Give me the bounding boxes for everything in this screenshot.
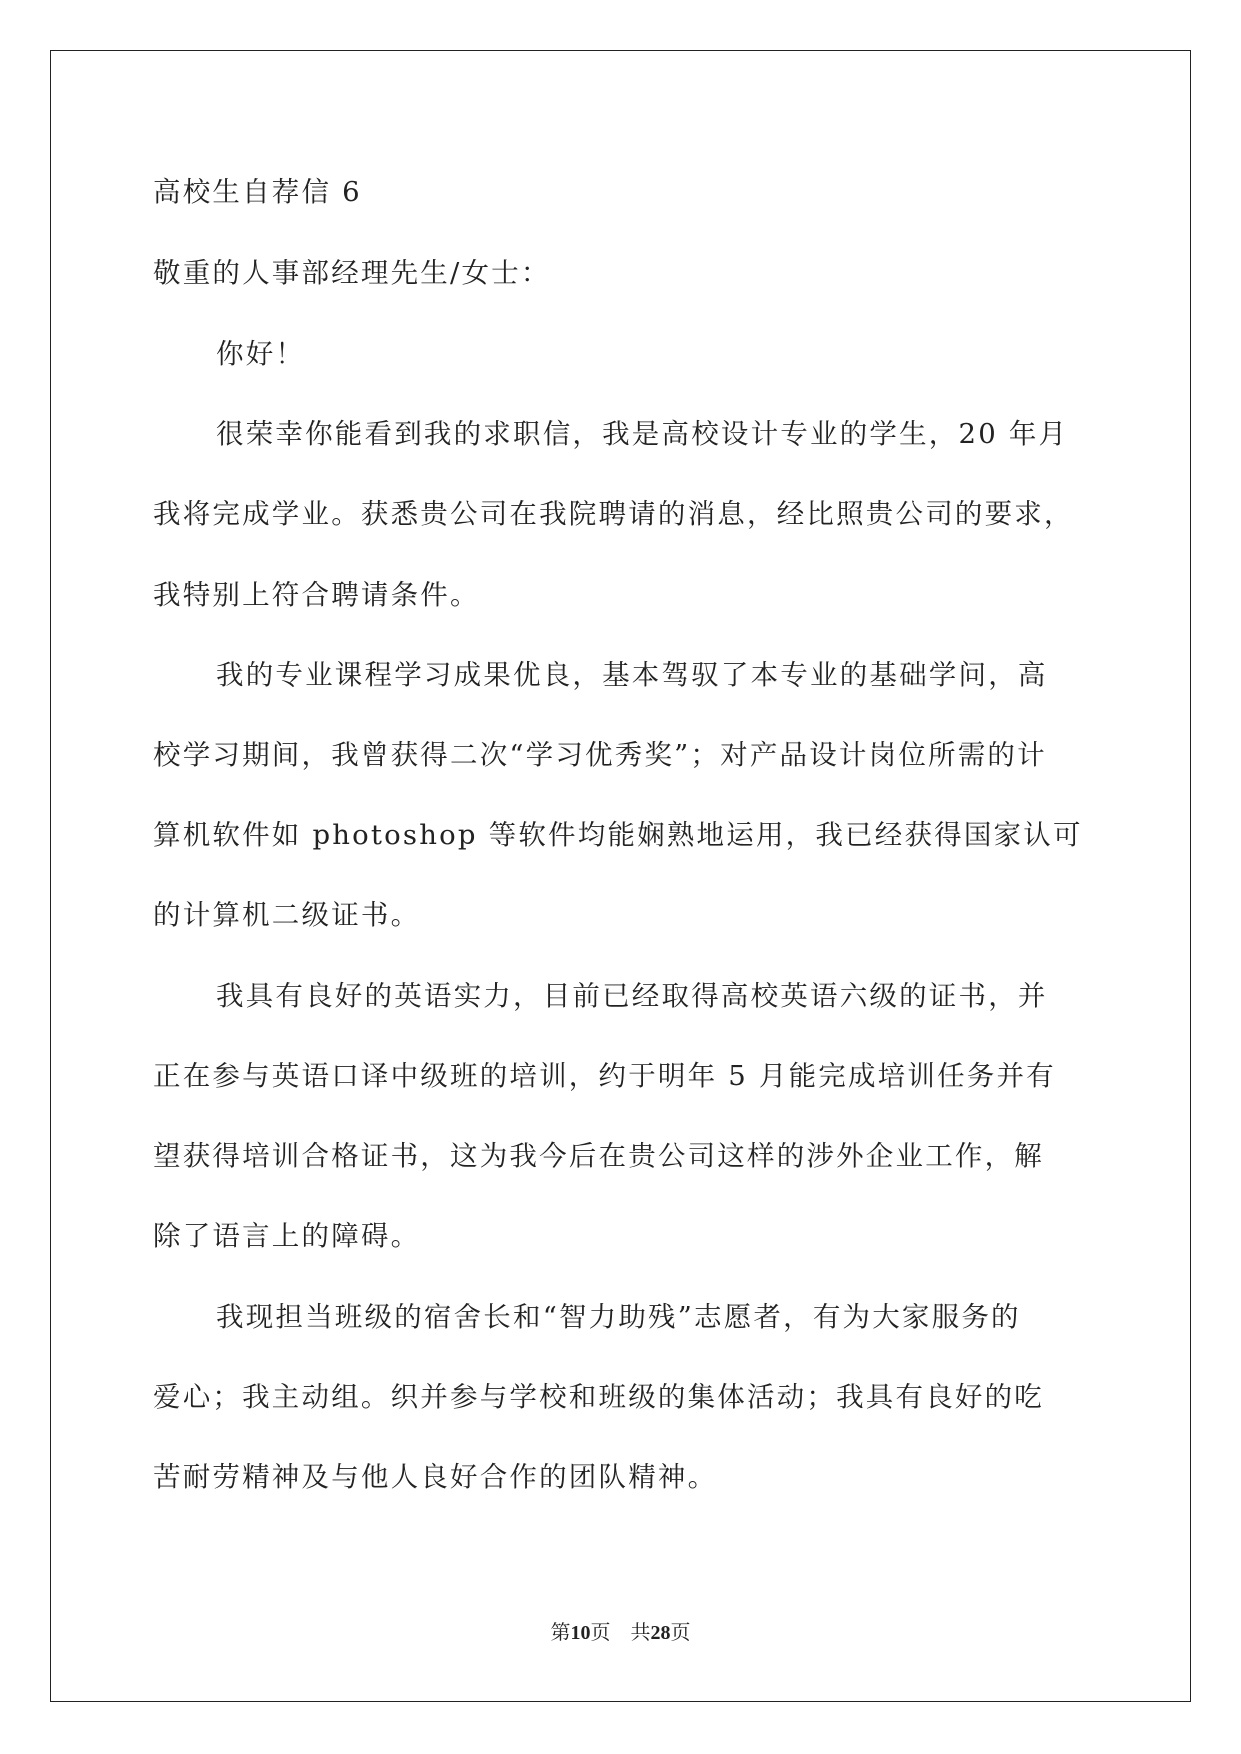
paragraph-line: 爱心；我主动组。织并参与学校和班级的集体活动；我具有良好的吃 [153,1381,1044,1413]
footer-prefix: 第 [550,1622,571,1644]
paragraph-line: 算机软件如 photoshop 等软件均能娴熟地运用，我已经获得国家认可 [153,819,1083,851]
salutation: 敬重的人事部经理先生/女士： [153,257,551,289]
page-number-footer [0,1620,1241,1646]
paragraph-line: 除了语言上的障碍。 [153,1220,421,1252]
paragraph-line: 我现担当班级的宿舍长和“智力助残”志愿者，有为大家服务的 [216,1301,1021,1333]
document-title: 高校生自荐信 6 [153,176,362,208]
paragraph-line: 我将完成学业。获悉贵公司在我院聘请的消息，经比照贵公司的要求， [153,498,1074,530]
current-page-number: 10 [570,1622,591,1644]
paragraph-line: 校学习期间，我曾获得二次“学习优秀奖”；对产品设计岗位所需的计 [153,739,1047,771]
paragraph-line: 我特别上符合聘请条件。 [153,579,480,611]
greeting-line: 你好！ [216,338,306,370]
paragraph-line: 我具有良好的英语实力，目前已经取得高校英语六级的证书，并 [216,980,1048,1012]
total-page-number: 28 [650,1622,671,1644]
page-border [50,50,1191,1702]
paragraph-line: 很荣幸你能看到我的求职信，我是高校设计专业的学生，20 年月 [216,418,1069,450]
paragraph-line: 望获得培训合格证书，这为我今后在贵公司这样的涉外企业工作，解 [153,1140,1044,1172]
paragraph-line: 苦耐劳精神及与他人良好合作的团队精神。 [153,1461,718,1493]
footer-suffix: 页 [670,1622,691,1644]
paragraph-line: 正在参与英语口译中级班的培训，约于明年 5 月能完成培训任务并有 [153,1060,1056,1092]
paragraph-line: 我的专业课程学习成果优良，基本驾驭了本专业的基础学问，高 [216,659,1048,691]
footer-middle: 页 共 [590,1622,651,1644]
paragraph-line: 的计算机二级证书。 [153,899,421,931]
